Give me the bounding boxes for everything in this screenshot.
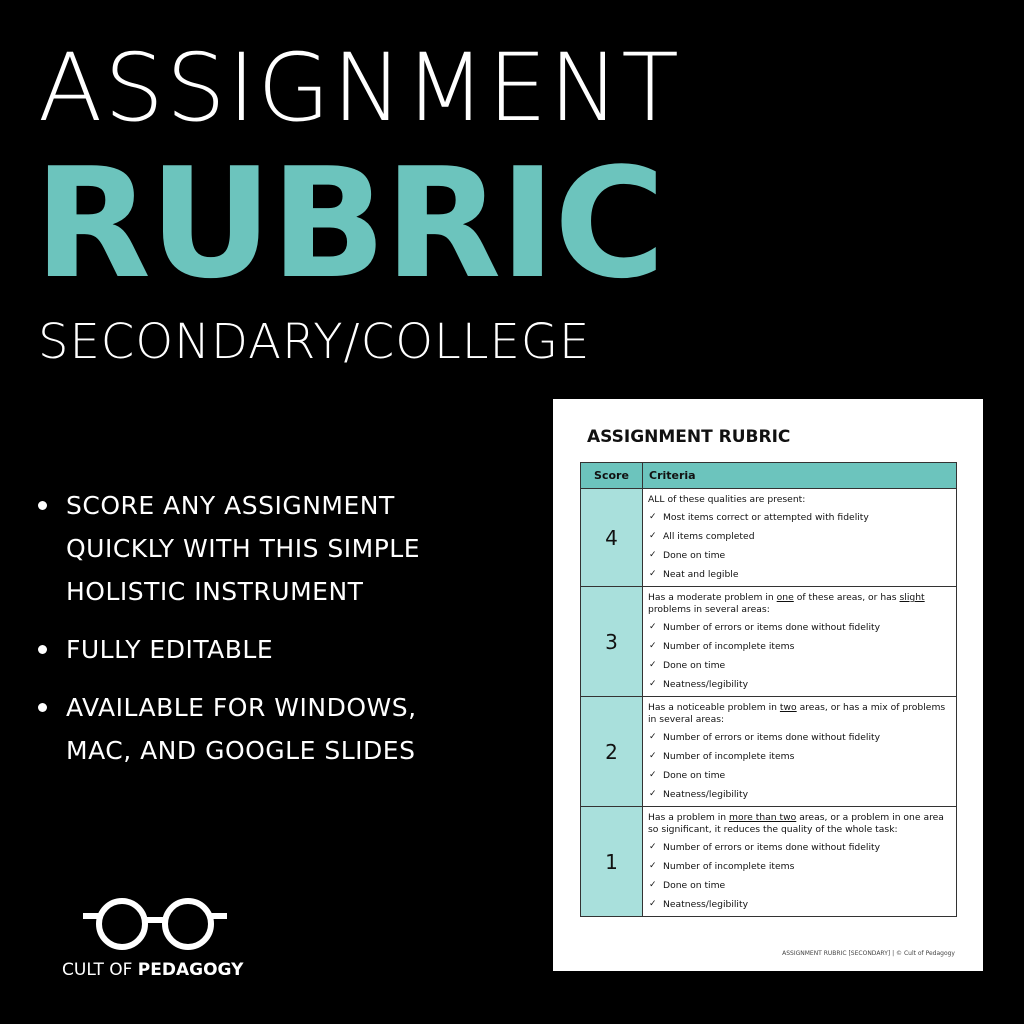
checkmark-icon: ✓ — [649, 732, 657, 742]
score-cell: 4 — [581, 489, 643, 587]
criteria-item-text: Done on time — [663, 550, 726, 561]
criteria-intro — [648, 702, 951, 726]
criteria-item — [648, 565, 951, 584]
bullet-dot-icon — [38, 703, 47, 712]
checkmark-icon: ✓ — [649, 861, 657, 871]
criteria-item — [648, 747, 951, 766]
criteria-item-text: Neatness/legibility — [663, 789, 749, 800]
criteria-item — [648, 675, 951, 694]
checkmark-icon: ✓ — [649, 569, 657, 579]
checkmark-icon: ✓ — [649, 531, 657, 541]
criteria-item — [648, 656, 951, 675]
criteria-item-text: Number of errors or items done without fidelity — [663, 622, 881, 633]
criteria-item — [648, 876, 951, 895]
feature-text: SCORE ANY ASSIGNMENT — [66, 491, 395, 520]
bullet-dot-icon — [38, 501, 47, 510]
score-cell: 1 — [581, 807, 643, 917]
intro-underlined-text: one — [776, 592, 794, 603]
criteria-item-text: Number of incomplete items — [663, 861, 795, 872]
criteria-cell — [643, 807, 957, 917]
criteria-item — [648, 546, 951, 565]
criteria-item — [648, 728, 951, 747]
criteria-item-text: Neat and legible — [663, 569, 739, 580]
feature-text: MAC, AND GOOGLE SLIDES — [66, 736, 416, 765]
checkmark-icon: ✓ — [649, 880, 657, 890]
intro-underlined-text: two — [779, 702, 797, 713]
criteria-item-text: Most items correct or attempted with fidelity — [663, 512, 869, 523]
checkmark-icon: ✓ — [649, 512, 657, 522]
criteria-item-text: Done on time — [663, 880, 726, 891]
score-cell: 3 — [581, 587, 643, 697]
intro-text: areas, or a problem in one area so significant, it reduces the quality of the whole task: — [648, 812, 944, 835]
column-header-criteria: Criteria — [643, 463, 957, 489]
document-title: ASSIGNMENT RUBRIC — [587, 427, 791, 447]
rubric-table — [580, 462, 957, 917]
feature-item — [38, 484, 508, 613]
criteria-item — [648, 785, 951, 804]
criteria-item-text: Number of errors or items done without fidelity — [663, 842, 881, 853]
checkmark-icon: ✓ — [649, 789, 657, 799]
page-subtitle: SECONDARY/COLLEGE — [38, 314, 591, 370]
checkmark-icon: ✓ — [649, 679, 657, 689]
rubric-document-preview — [553, 399, 983, 971]
bullet-dot-icon — [38, 645, 47, 654]
criteria-item — [648, 637, 951, 656]
feature-text: QUICKLY WITH THIS SIMPLE — [66, 534, 421, 563]
intro-underlined-text: more than two — [729, 812, 797, 823]
criteria-item-text: All items completed — [663, 531, 755, 542]
table-row — [581, 587, 957, 697]
intro-text: Has a noticeable problem in — [648, 702, 780, 713]
feature-text: HOLISTIC INSTRUMENT — [66, 577, 364, 606]
table-row — [581, 807, 957, 917]
criteria-cell — [643, 697, 957, 807]
criteria-item — [648, 527, 951, 546]
criteria-cell — [643, 489, 957, 587]
criteria-cell — [643, 587, 957, 697]
feature-item — [38, 686, 508, 772]
feature-text: AVAILABLE FOR WINDOWS, — [66, 693, 417, 722]
table-row — [581, 697, 957, 807]
criteria-item-text: Done on time — [663, 770, 726, 781]
feature-text: FULLY EDITABLE — [66, 635, 274, 664]
logo-text-bold: PEDAGOGY — [137, 960, 244, 980]
checkmark-icon: ✓ — [649, 751, 657, 761]
table-row — [581, 489, 957, 587]
criteria-intro — [648, 592, 951, 616]
checkmark-icon: ✓ — [649, 660, 657, 670]
checkmark-icon: ✓ — [649, 622, 657, 632]
criteria-item — [648, 508, 951, 527]
criteria-item — [648, 766, 951, 785]
criteria-item-text: Number of errors or items done without fidelity — [663, 732, 881, 743]
column-header-score: Score — [581, 463, 643, 489]
feature-list — [38, 484, 508, 787]
page-title-line2: RUBRIC — [34, 135, 664, 312]
page-title-line1: ASSIGNMENT — [38, 34, 681, 143]
glasses-icon — [80, 890, 230, 954]
score-cell: 2 — [581, 697, 643, 807]
criteria-item — [648, 838, 951, 857]
intro-text: Has a problem in — [648, 812, 730, 823]
intro-text: of these areas, or has — [793, 592, 900, 603]
checkmark-icon: ✓ — [649, 550, 657, 560]
criteria-item — [648, 857, 951, 876]
intro-underlined-text: slight — [899, 592, 925, 603]
checkmark-icon: ✓ — [649, 899, 657, 909]
table-header-row — [581, 463, 957, 489]
logo-text-thin: CULT OF — [62, 960, 138, 980]
checkmark-icon: ✓ — [649, 842, 657, 852]
checkmark-icon: ✓ — [649, 770, 657, 780]
intro-text: areas, or has a mix of problems in several areas: — [648, 702, 946, 725]
intro-text: Has a moderate problem in — [648, 592, 777, 603]
checkmark-icon: ✓ — [649, 641, 657, 651]
logo — [62, 890, 262, 990]
feature-item — [38, 628, 508, 671]
criteria-intro: ALL of these qualities are present: — [648, 494, 806, 505]
criteria-item-text: Neatness/legibility — [663, 679, 749, 690]
logo-wordmark — [62, 960, 243, 980]
intro-text: problems in several areas: — [648, 604, 770, 615]
criteria-item — [648, 895, 951, 914]
criteria-item-text: Number of incomplete items — [663, 751, 795, 762]
criteria-item-text: Number of incomplete items — [663, 641, 795, 652]
criteria-item — [648, 618, 951, 637]
criteria-item-text: Done on time — [663, 660, 726, 671]
criteria-item-text: Neatness/legibility — [663, 899, 749, 910]
document-footer: ASSIGNMENT RUBRIC [SECONDARY] | © Cult of Pedagogy — [782, 950, 955, 957]
criteria-intro — [648, 812, 951, 836]
